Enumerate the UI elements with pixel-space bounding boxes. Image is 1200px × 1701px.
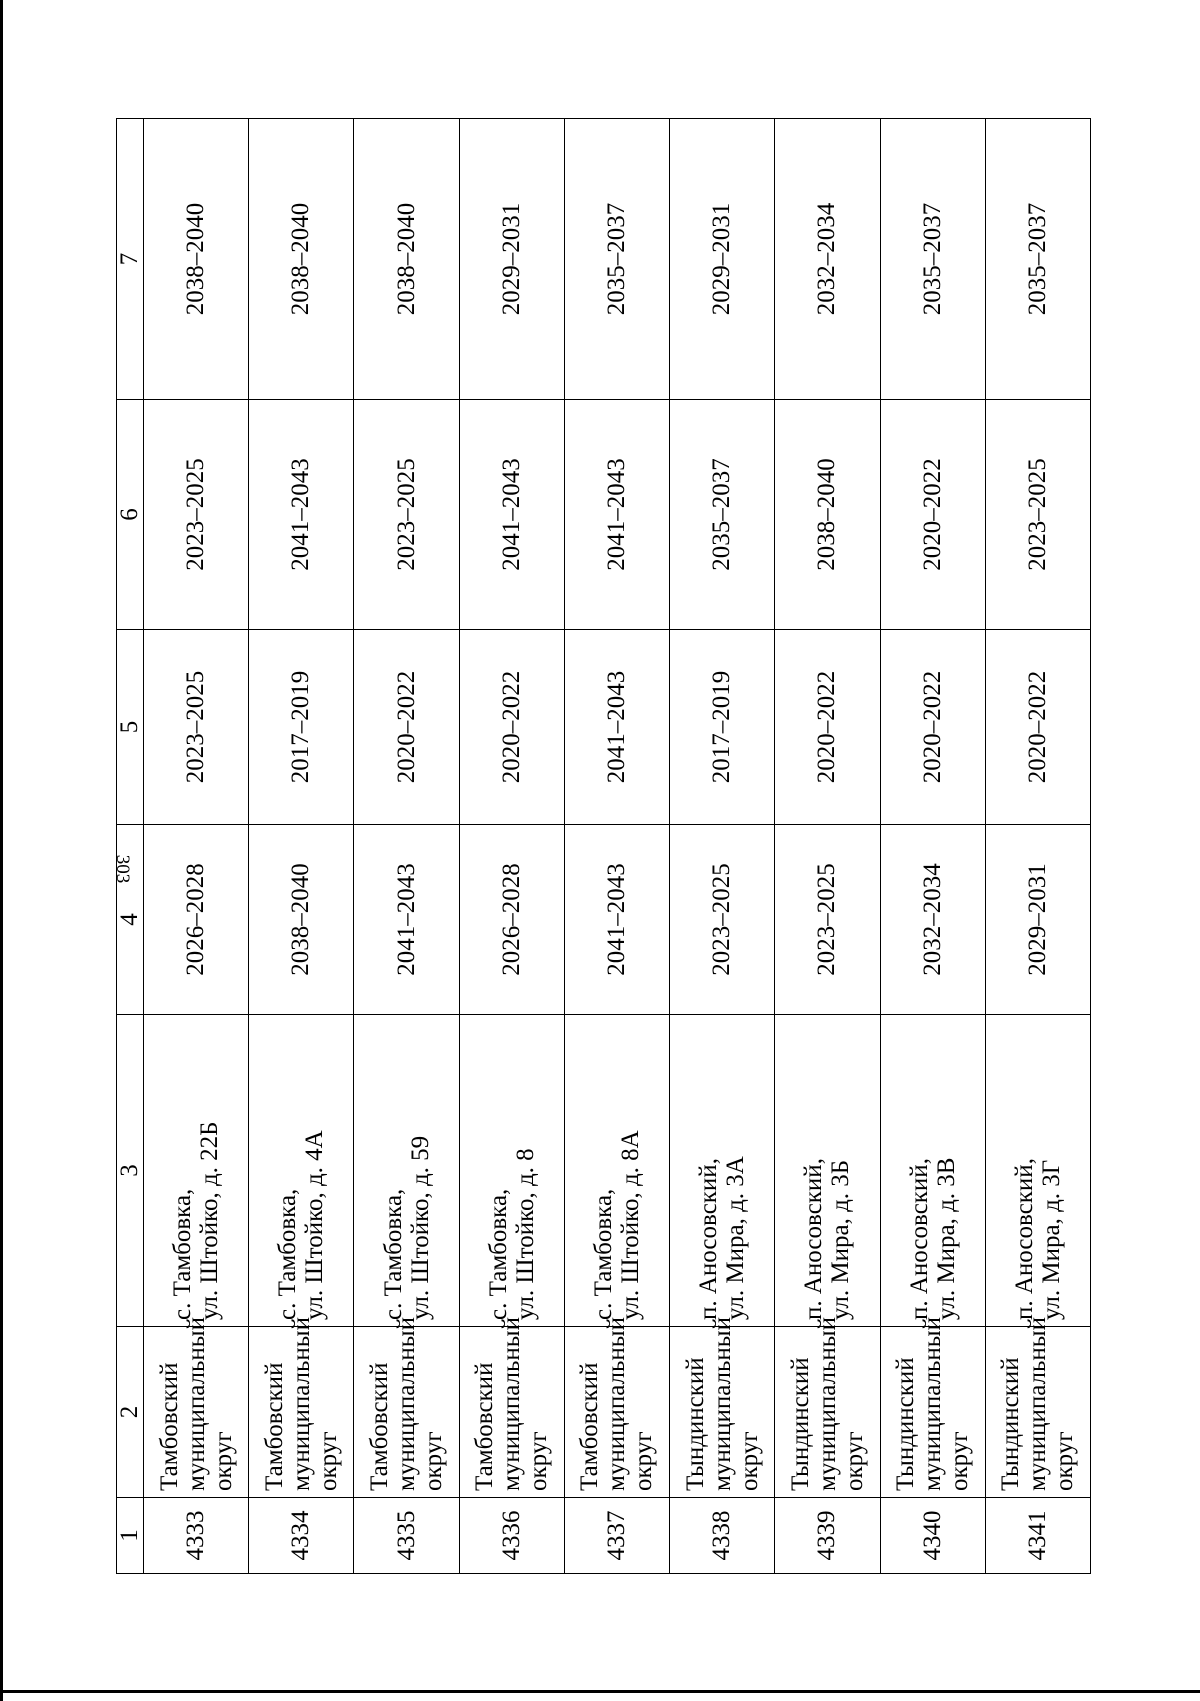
district-line: Тындинский [891, 1356, 919, 1491]
header-row [116, 118, 143, 1573]
district-line: округ [209, 1430, 237, 1491]
column-header: 4 [116, 824, 143, 1014]
period-cell: 2020–2022 [459, 629, 564, 824]
table-row [248, 118, 353, 1573]
address-line: с. Тамбовка, [484, 1188, 512, 1320]
period-cell: 2023–2025 [143, 399, 248, 629]
address-line: п. Аносовский, [1010, 1157, 1038, 1320]
period-cell: 2020–2022 [880, 629, 985, 824]
column-header: 1 [116, 1497, 143, 1573]
period-cell: 2038–2040 [143, 118, 248, 399]
period-cell: 2038–2040 [774, 399, 879, 629]
address-cell [774, 1014, 879, 1326]
district-line: муниципальный [602, 1316, 630, 1491]
page-number: 303 [112, 854, 133, 884]
address-line: п. Аносовский, [799, 1157, 827, 1320]
period-cell: 2029–2031 [459, 118, 564, 399]
address-cell [880, 1014, 985, 1326]
period-cell: 2038–2040 [248, 118, 353, 399]
district-line: Тамбовский [470, 1362, 498, 1491]
table-row [774, 118, 879, 1573]
district-line: Тындинский [996, 1356, 1024, 1491]
period-cell: 2017–2019 [669, 629, 774, 824]
period-cell: 2029–2031 [985, 824, 1090, 1014]
period-cell: 2017–2019 [248, 629, 353, 824]
table-row [564, 118, 669, 1573]
row-number-cell: 4334 [248, 1497, 353, 1573]
district-cell [248, 1316, 353, 1497]
address-line: ул. Штойко, д. 22Б [195, 1120, 223, 1320]
address-line: ул. Штойко, д. 8А [616, 1129, 644, 1320]
district-line: Тындинский [786, 1356, 814, 1491]
district-line: округ [524, 1430, 552, 1491]
row-number-cell: 4337 [564, 1497, 669, 1573]
district-line: муниципальный [182, 1316, 210, 1491]
column-header: 3 [116, 1014, 143, 1326]
district-line: муниципальный [708, 1316, 736, 1491]
address-line: п. Аносовский, [905, 1157, 933, 1320]
period-cell: 2023–2025 [353, 399, 458, 629]
column-header: 6 [116, 399, 143, 629]
period-cell: 2026–2028 [459, 824, 564, 1014]
district-cell [143, 1316, 248, 1497]
district-line: округ [1050, 1430, 1078, 1491]
district-line: округ [629, 1430, 657, 1491]
period-cell: 2035–2037 [669, 399, 774, 629]
address-cell [564, 1014, 669, 1326]
district-line: Тамбовский [260, 1362, 288, 1491]
period-cell: 2038–2040 [248, 824, 353, 1014]
period-cell: 2032–2034 [774, 118, 879, 399]
period-cell: 2026–2028 [143, 824, 248, 1014]
period-cell: 2035–2037 [985, 118, 1090, 399]
address-cell [669, 1014, 774, 1326]
period-cell: 2035–2037 [880, 118, 985, 399]
address-line: с. Тамбовка, [273, 1188, 301, 1320]
period-cell: 2032–2034 [880, 824, 985, 1014]
period-cell: 2041–2043 [564, 824, 669, 1014]
table-row [880, 118, 985, 1573]
table-row [143, 118, 248, 1573]
district-line: муниципальный [1023, 1316, 1051, 1491]
address-line: с. Тамбовка, [589, 1188, 617, 1320]
period-cell: 2041–2043 [564, 629, 669, 824]
district-line: округ [840, 1430, 868, 1491]
district-line: Тындинский [681, 1356, 709, 1491]
period-cell: 2020–2022 [774, 629, 879, 824]
row-number-cell: 4339 [774, 1497, 879, 1573]
period-cell: 2023–2025 [985, 399, 1090, 629]
table-body [143, 118, 1090, 1573]
address-line: ул. Штойко, д. 4А [300, 1129, 328, 1320]
row-number-cell: 4341 [985, 1497, 1090, 1573]
address-line: ул. Мира, д. 3Г [1037, 1159, 1065, 1320]
column-header: 7 [116, 118, 143, 399]
address-line: ул. Мира, д. 3В [932, 1157, 960, 1320]
row-number-cell: 4336 [459, 1497, 564, 1573]
period-cell: 2029–2031 [669, 118, 774, 399]
row-number-cell: 4335 [353, 1497, 458, 1573]
row-number-cell: 4333 [143, 1497, 248, 1573]
district-cell [669, 1316, 774, 1497]
address-line: п. Аносовский, [694, 1157, 722, 1320]
district-line: муниципальный [392, 1316, 420, 1491]
district-line: округ [735, 1430, 763, 1491]
district-cell [774, 1316, 879, 1497]
period-cell: 2023–2025 [143, 629, 248, 824]
district-cell [985, 1316, 1090, 1497]
period-cell: 2041–2043 [459, 399, 564, 629]
period-cell: 2041–2043 [248, 399, 353, 629]
district-line: Тамбовский [575, 1362, 603, 1491]
address-line: ул. Мира, д. 3А [721, 1155, 749, 1320]
table-row [353, 118, 458, 1573]
address-line: с. Тамбовка, [168, 1188, 196, 1320]
district-line: Тамбовский [155, 1362, 183, 1491]
district-cell [880, 1316, 985, 1497]
period-cell: 2020–2022 [353, 629, 458, 824]
period-cell: 2038–2040 [353, 118, 458, 399]
address-cell [985, 1014, 1090, 1326]
address-cell [459, 1014, 564, 1326]
period-cell: 2023–2025 [774, 824, 879, 1014]
page-border-bottom [0, 1690, 1200, 1693]
period-cell: 2041–2043 [564, 399, 669, 629]
district-line: муниципальный [287, 1316, 315, 1491]
district-cell [353, 1316, 458, 1497]
address-line: с. Тамбовка, [379, 1188, 407, 1320]
column-header: 2 [116, 1326, 143, 1497]
address-line: ул. Штойко, д. 59 [406, 1135, 434, 1320]
row-number-cell: 4338 [669, 1497, 774, 1573]
period-cell: 2035–2037 [564, 118, 669, 399]
district-line: муниципальный [813, 1316, 841, 1491]
address-cell [353, 1014, 458, 1326]
district-line: муниципальный [918, 1316, 946, 1491]
row-number-cell: 4340 [880, 1497, 985, 1573]
address-cell [248, 1014, 353, 1326]
column-header: 5 [116, 629, 143, 824]
district-line: округ [419, 1430, 447, 1491]
district-line: округ [314, 1430, 342, 1491]
district-cell [459, 1316, 564, 1497]
period-cell: 2041–2043 [353, 824, 458, 1014]
table-row [459, 118, 564, 1573]
table-row [985, 118, 1090, 1573]
district-line: муниципальный [497, 1316, 525, 1491]
district-line: округ [945, 1430, 973, 1491]
district-line: Тамбовский [365, 1362, 393, 1491]
period-cell: 2020–2022 [985, 629, 1090, 824]
table-row [669, 118, 774, 1573]
district-cell [564, 1316, 669, 1497]
address-line: ул. Мира, д. 3Б [826, 1159, 854, 1320]
address-cell [143, 1014, 248, 1326]
rotated-table-container [116, 119, 1091, 1574]
schedule-table [116, 118, 1091, 1574]
page-border-left [0, 0, 3, 1701]
address-line: ул. Штойко, д. 8 [511, 1147, 539, 1320]
period-cell: 2020–2022 [880, 399, 985, 629]
period-cell: 2023–2025 [669, 824, 774, 1014]
